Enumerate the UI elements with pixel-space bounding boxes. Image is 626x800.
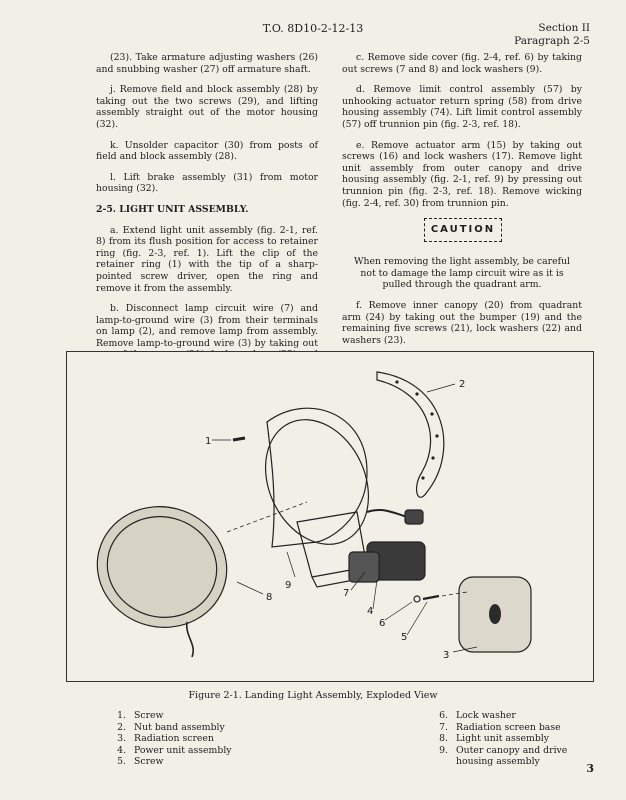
page-number: 3 bbox=[586, 762, 594, 775]
radiation-screen-base bbox=[349, 552, 379, 582]
legend-item: 5. Screw bbox=[117, 756, 164, 767]
left-paragraph-5: a. Extend light unit assembly (fig. 2-1, ref. 8) from its flush position for access to retainer ring (fig. 2-3, ref. 1). Lift the clip of the retainer ring (1) with the tip of a sharp-pointed screw driver, open the ring and remove it from the assembly. bbox=[96, 224, 318, 294]
document-number: T.O. 8D10-2-12-13 bbox=[262, 22, 364, 35]
figure-frame bbox=[66, 351, 594, 682]
left-paragraph-3: k. Unsolder capacitor (30) from posts of field and block assembly (28). bbox=[96, 139, 318, 163]
right-paragraph-2: d. Remove limit control assembly (57) by unhooking actuator return spring (58) from drive housing assembly (74). Lift limit control assembly (57) off trunnion pin (fig. 2-3, ref. 18). bbox=[342, 84, 582, 130]
callout-9: 9 bbox=[285, 580, 292, 591]
alignment-line bbox=[227, 502, 307, 532]
right-paragraph-4: f. Remove inner canopy (20) from quadrant arm (24) by taking out the bumper (19) and the remaining five screws (21), lock washers (22) and washers (23). bbox=[342, 299, 582, 346]
screw-1 bbox=[233, 438, 245, 440]
exploded-view-illustration bbox=[67, 352, 593, 681]
legend-item: 3. Radiation screen bbox=[117, 733, 214, 744]
callout-6: 6 bbox=[379, 618, 386, 629]
section-label: Section II bbox=[538, 22, 590, 34]
left-paragraph-4: l. Lift brake assembly (31) from motor housing (32). bbox=[96, 171, 318, 195]
legend-item: 6. Lock washer bbox=[439, 710, 516, 721]
section-heading: 2-5. LIGHT UNIT ASSEMBLY. bbox=[96, 203, 249, 215]
left-paragraph-1: (23). Take armature adjusting washers (26) and snubbing washer (27) off armature shaft. bbox=[96, 52, 318, 75]
section-reference bbox=[514, 22, 590, 48]
right-paragraph-3: e. Remove actuator arm (15) by taking out screws (16) and lock washers (17). Remove light unit assembly from outer canopy and drive housing assembly (fig. 2-1, ref. 9) by pressing out trunnion pin (fig. 2-3, ref. 18). Remove wicking (fig. 2-4, ref. 30) from trunnion pin. bbox=[342, 139, 582, 209]
connector-cable bbox=[367, 510, 407, 517]
legend-item: 8. Light unit assembly bbox=[439, 733, 549, 744]
lock-washer bbox=[414, 596, 420, 602]
callout-4: 4 bbox=[367, 606, 374, 617]
left-paragraph-2: j. Remove field and block assembly (28) by taking out the two screws (29), and lifting assembly straight out of the motor housing (32). bbox=[96, 84, 318, 130]
callout-5: 5 bbox=[401, 632, 408, 643]
callout-2: 2 bbox=[459, 379, 466, 390]
screw-5 bbox=[423, 596, 439, 599]
connector-plug bbox=[405, 510, 423, 524]
callout-7: 7 bbox=[343, 588, 350, 599]
nut-band-ring bbox=[377, 372, 444, 497]
legend-left bbox=[110, 710, 232, 768]
legend-item: 2. Nut band assembly bbox=[117, 721, 225, 733]
right-column bbox=[342, 52, 582, 355]
right-paragraph-1: c. Remove side cover (fig. 2-4, ref. 6) by taking out screws (7 and 8) and lock washers (9). bbox=[342, 52, 582, 75]
figure-caption: Figure 2-1. Landing Light Assembly, Exploded View bbox=[188, 690, 438, 701]
paragraph-label: Paragraph 2-5 bbox=[514, 35, 590, 47]
caution-badge: CAUTION bbox=[424, 218, 502, 242]
callout-1: 1 bbox=[205, 436, 212, 447]
left-paragraph-6: b. Disconnect lamp circuit wire (7) and lamp-to-ground wire (3) from their terminals on lamp (2), and remove lamp from assembly. Remove lamp-to-ground wire (3) by taking out bbox=[96, 303, 318, 349]
legend-right bbox=[432, 710, 606, 768]
light-unit-wire bbox=[187, 622, 193, 657]
callout-8: 8 bbox=[266, 592, 273, 603]
caution-text: When removing the light assembly, be careful not to damage the lamp circuit wire as it is pulled through the quadrant arm. bbox=[354, 256, 570, 291]
legend-item: 1. Screw bbox=[117, 710, 164, 721]
callout-3: 3 bbox=[443, 650, 450, 661]
legend-item: 4. Power unit assembly bbox=[117, 744, 232, 756]
outer-canopy bbox=[267, 408, 367, 547]
legend-item: 9. Outer canopy and drive housing assembly bbox=[439, 744, 568, 767]
nut-band-bolts bbox=[395, 380, 438, 479]
legend-item: 7. Radiation screen base bbox=[439, 721, 561, 733]
